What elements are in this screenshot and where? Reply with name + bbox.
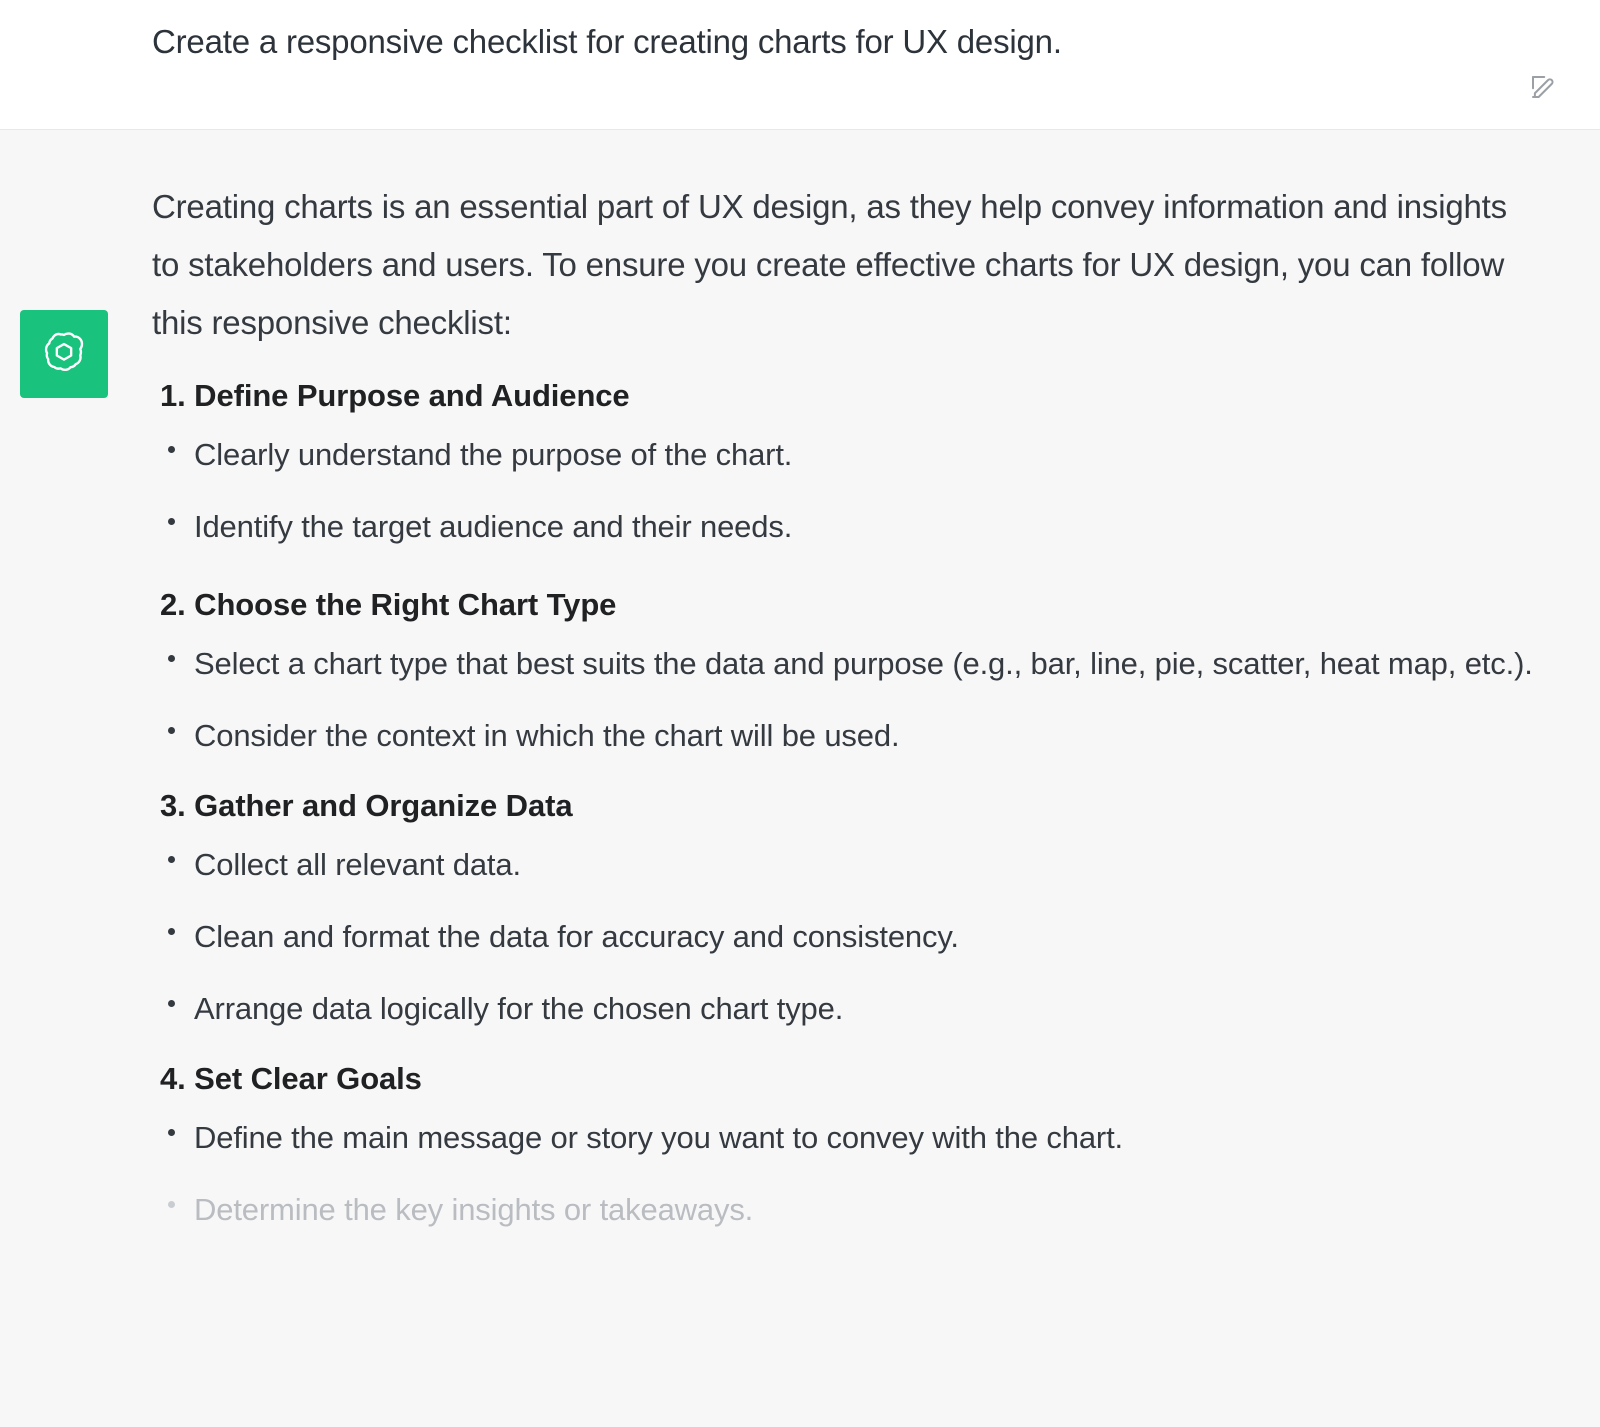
list-item: Arrange data logically for the chosen chart type. (152, 984, 1540, 1034)
section-list-4 (152, 1113, 1540, 1235)
openai-logo-icon (20, 310, 108, 398)
list-item: Consider the context in which the chart will be used. (152, 711, 1540, 761)
list-item: Clean and format the data for accuracy and consistency. (152, 912, 1540, 962)
edit-pencil-icon[interactable] (1528, 72, 1558, 102)
list-item: Identify the target audience and their needs. (152, 502, 1540, 552)
user-message-row (0, 0, 1600, 130)
section-heading-2: 2. Choose the Right Chart Type (160, 587, 617, 623)
bottom-fade-overlay (0, 1387, 1600, 1427)
section-heading-1: 1. Define Purpose and Audience (160, 378, 630, 414)
section-list-3 (152, 840, 1540, 1035)
list-item: Select a chart type that best suits the data and purpose (e.g., bar, line, pie, scatter, heat map, etc.). (152, 639, 1540, 689)
section-list-1 (152, 430, 1540, 552)
section-list-2 (152, 639, 1540, 761)
assistant-intro-paragraph: Creating charts is an essential part of UX design, as they help convey information and insights to stakeholders and users. To ensure you create effective charts for UX design, you can follow this responsive checklist: (152, 188, 1507, 341)
assistant-answer-body (152, 178, 1540, 1235)
section-heading-4: 4. Set Clear Goals (160, 1061, 422, 1097)
list-item: Collect all relevant data. (152, 840, 1540, 890)
assistant-message-row (0, 130, 1600, 1427)
user-prompt-text: Create a responsive checklist for creating charts for UX design. (152, 23, 1062, 60)
section-heading-3: 3. Gather and Organize Data (160, 788, 573, 824)
list-item: Clearly understand the purpose of the chart. (152, 430, 1540, 480)
list-item: Determine the key insights or takeaways. (152, 1185, 1540, 1235)
list-item: Define the main message or story you want to convey with the chart. (152, 1113, 1540, 1163)
